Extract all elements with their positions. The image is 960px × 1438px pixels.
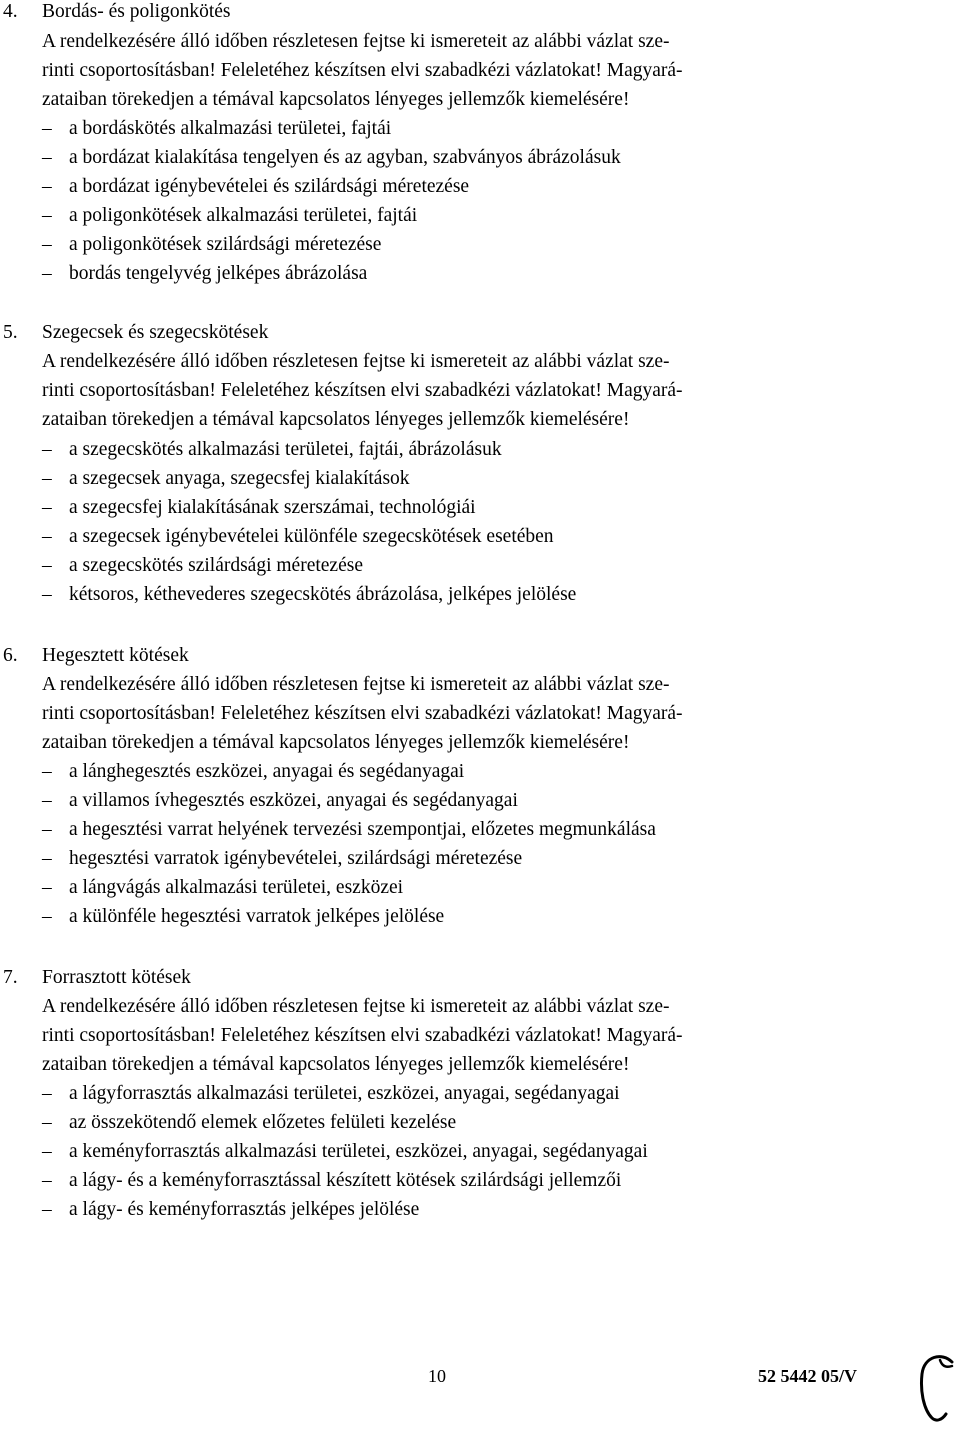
section-title: Szegecsek és szegecskötések <box>42 322 269 343</box>
intro-line: zataiban törekedjen a témával kapcsolatos lényeges jellemzők kiemelésére! <box>42 1054 630 1075</box>
dash-bullet-icon: – <box>42 877 52 898</box>
list-item: a lágyforrasztás alkalmazási területei, eszközei, anyagai, segédanyagai <box>69 1083 620 1104</box>
handwritten-signature-icon <box>912 1352 956 1428</box>
list-item: a bordázat igénybevételei és szilárdsági méretezése <box>69 176 470 197</box>
list-item: a lánghegesztés eszközei, anyagai és segédanyagai <box>69 761 465 782</box>
dash-bullet-icon: – <box>42 1199 52 1220</box>
section-number: 6. <box>3 645 18 666</box>
intro-line: A rendelkezésére álló időben részletesen fejtse ki ismereteit az alábbi vázlat sze- <box>42 351 670 372</box>
list-item: a szegecsfej kialakításának szerszámai, technológiái <box>69 497 476 518</box>
list-item: a poligonkötések szilárdsági méretezése <box>69 234 382 255</box>
dash-bullet-icon: – <box>42 205 52 226</box>
list-item: a poligonkötések alkalmazási területei, fajtái <box>69 205 418 226</box>
list-item: a különféle hegesztési varratok jelképes jelölése <box>69 906 445 927</box>
intro-line: rinti csoportosításban! Feleletéhez készítsen elvi szabadkézi vázlatokat! Magyará- <box>42 60 683 81</box>
dash-bullet-icon: – <box>42 1170 52 1191</box>
intro-line: A rendelkezésére álló időben részletesen fejtse ki ismereteit az alábbi vázlat sze- <box>42 996 670 1017</box>
section-number: 4. <box>3 1 18 22</box>
dash-bullet-icon: – <box>42 176 52 197</box>
intro-line: A rendelkezésére álló időben részletesen fejtse ki ismereteit az alábbi vázlat sze- <box>42 674 670 695</box>
section-title: Bordás- és poligonkötés <box>42 1 231 22</box>
dash-bullet-icon: – <box>42 555 52 576</box>
intro-line: rinti csoportosításban! Feleletéhez készítsen elvi szabadkézi vázlatokat! Magyará- <box>42 380 683 401</box>
list-item: a lágy- és keményforrasztás jelképes jelölése <box>69 1199 420 1220</box>
list-item: a bordázat kialakítása tengelyen és az agyban, szabványos ábrázolásuk <box>69 147 621 168</box>
list-item: a villamos ívhegesztés eszközei, anyagai és segédanyagai <box>69 790 518 811</box>
section-number: 5. <box>3 322 18 343</box>
list-item: hegesztési varratok igénybevételei, szilárdsági méretezése <box>69 848 523 869</box>
dash-bullet-icon: – <box>42 906 52 927</box>
dash-bullet-icon: – <box>42 118 52 139</box>
dash-bullet-icon: – <box>42 848 52 869</box>
list-item: a szegecskötés alkalmazási területei, fajtái, ábrázolásuk <box>69 439 502 460</box>
list-item: a lágy- és a keményforrasztással készített kötések szilárdsági jellemzői <box>69 1170 622 1191</box>
list-item: bordás tengelyvég jelképes ábrázolása <box>69 263 368 284</box>
section-title: Forrasztott kötések <box>42 967 191 988</box>
list-item: az összekötendő elemek előzetes felületi kezelése <box>69 1112 457 1133</box>
list-item: a szegecskötés szilárdsági méretezése <box>69 555 363 576</box>
dash-bullet-icon: – <box>42 1083 52 1104</box>
intro-line: zataiban törekedjen a témával kapcsolatos lényeges jellemzők kiemelésére! <box>42 732 630 753</box>
list-item: a szegecsek anyaga, szegecsfej kialakítások <box>69 468 410 489</box>
intro-line: zataiban törekedjen a témával kapcsolatos lényeges jellemzők kiemelésére! <box>42 409 630 430</box>
list-item: a keményforrasztás alkalmazási területei, eszközei, anyagai, segédanyagai <box>69 1141 648 1162</box>
dash-bullet-icon: – <box>42 497 52 518</box>
list-item: a hegesztési varrat helyének tervezési szempontjai, előzetes megmunkálása <box>69 819 656 840</box>
dash-bullet-icon: – <box>42 1141 52 1162</box>
dash-bullet-icon: – <box>42 790 52 811</box>
intro-line: rinti csoportosításban! Feleletéhez készítsen elvi szabadkézi vázlatokat! Magyará- <box>42 703 683 724</box>
document-code: 52 5442 05/V <box>758 1366 857 1386</box>
dash-bullet-icon: – <box>42 263 52 284</box>
list-item: a lángvágás alkalmazási területei, eszközei <box>69 877 404 898</box>
intro-line: A rendelkezésére álló időben részletesen fejtse ki ismereteit az alábbi vázlat sze- <box>42 31 670 52</box>
list-item: kétsoros, kéthevederes szegecskötés ábrázolása, jelképes jelölése <box>69 584 577 605</box>
dash-bullet-icon: – <box>42 526 52 547</box>
dash-bullet-icon: – <box>42 439 52 460</box>
dash-bullet-icon: – <box>42 147 52 168</box>
dash-bullet-icon: – <box>42 234 52 255</box>
section-title: Hegesztett kötések <box>42 645 189 666</box>
list-item: a szegecsek igénybevételei különféle szegecskötések esetében <box>69 526 554 547</box>
section-number: 7. <box>3 967 18 988</box>
dash-bullet-icon: – <box>42 1112 52 1133</box>
dash-bullet-icon: – <box>42 761 52 782</box>
dash-bullet-icon: – <box>42 468 52 489</box>
intro-line: zataiban törekedjen a témával kapcsolatos lényeges jellemzők kiemelésére! <box>42 89 630 110</box>
dash-bullet-icon: – <box>42 584 52 605</box>
list-item: a bordáskötés alkalmazási területei, fajtái <box>69 118 392 139</box>
dash-bullet-icon: – <box>42 819 52 840</box>
page-number: 10 <box>428 1366 446 1386</box>
intro-line: rinti csoportosításban! Feleletéhez készítsen elvi szabadkézi vázlatokat! Magyará- <box>42 1025 683 1046</box>
